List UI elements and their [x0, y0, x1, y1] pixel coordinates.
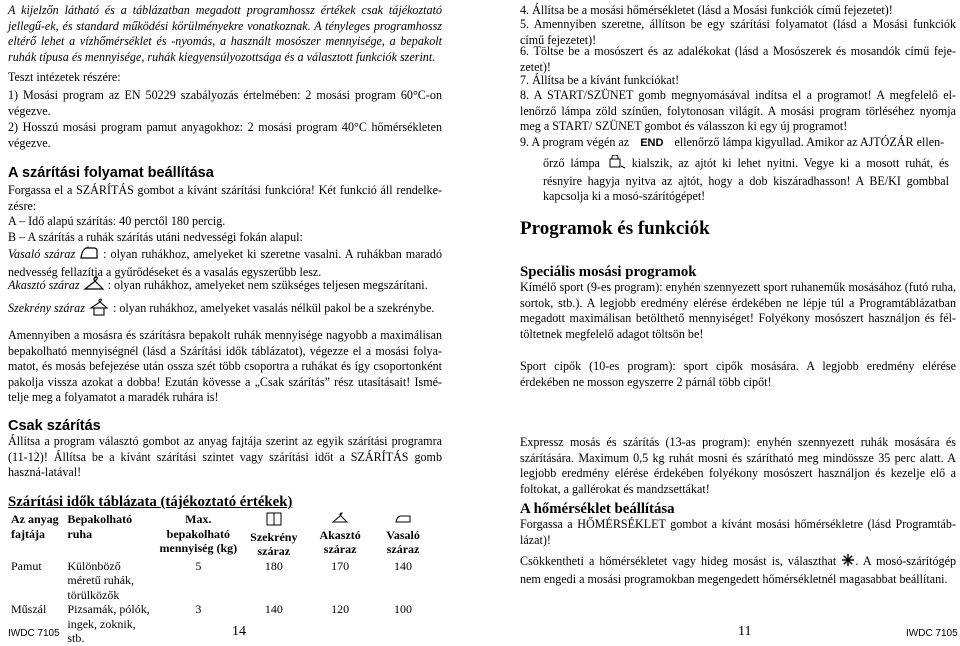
step-7: 7. Állítsa be a kívánt funkciókat! — [520, 73, 680, 87]
right-footer: IWDC 7105 — [906, 628, 958, 639]
test-item-2: 2) Hosszú mosási program pamut anyagokhoz: 2 mosási program 40°C hőmérsékleten végezve. — [8, 120, 442, 150]
hanger-dry-icon — [83, 276, 105, 297]
vasalo-text: : olyan ruhákhoz, amelyeket ki szeretne vasalni. A ruhákban maradó nedvesség fellazítja a gyűrődéseket és a vasalás egyszerűbb lesz. — [8, 247, 442, 279]
table-cell: 170 — [331, 558, 350, 573]
step-9 — [520, 135, 956, 152]
step-9-text: ellenőrző lámpa kigyullad. Amikor az AJTÓZÁR ellen- — [674, 135, 945, 149]
table-header-cell — [241, 512, 308, 559]
test-item-1: 1) Mosási program az EN 50229 szabályozás értelmében: 2 mosási program 60°C-on végezve. — [8, 88, 442, 118]
drying-intro: Forgassa el a SZÁRÍTÁS gombot a kívánt szárítási funkcióra! Két funkció áll rendelke-zésre: — [8, 183, 442, 213]
table-header-row — [8, 512, 433, 559]
table-header-cell: Bepakolható ruha — [67, 512, 133, 541]
table-cell: 3 — [195, 602, 202, 616]
left-page-number: 14 — [232, 624, 246, 639]
load-amount-paragraph: Amennyiben a mosásra és szárításra bepakolt ruhák mennyisége nagyobb a maximálisan bepakolható mennyiségnél (lásd a Szárítási idők táblázatot), végezze el a mosási folya-matot, és mosás befejezése után ossza szét több csoportra a ruhákat és így csoportonként pakolja vissza azokat a dobba! Ezután kövesse a „Csak szárítás” rész utasításait! Ismé-telje meg a folyamatot a maradék ruhára is! — [8, 328, 442, 405]
table-header-label: Akasztó száraz — [319, 527, 361, 556]
drying-only-heading: Csak szárítás — [8, 418, 101, 434]
table-header-label: Szekrény száraz — [250, 529, 298, 558]
drying-heading: A szárítási folyamat beállítása — [8, 165, 214, 181]
vasalo-label: Vasaló száraz — [8, 247, 76, 262]
step-9-rest: kialszik, az ajtót ki lehet nyitni. Vegye ki a mosott ruhát, és résnyire hagyja nyitva az ajtót, hogy a dob kiszáradhasson! A BE/KI gombbal kapcsolja ki a mosó-szárítógépet! — [543, 156, 950, 204]
step-4: 4. Állítsa be a mosási hőmérsékletet (lásd a Mosási funkciók című fejezetet)! — [520, 3, 893, 17]
step-8: 8. A START/SZÜNET gomb megnyomásával indítsa el a programot! A megfelelő el-lenőrző lámpa zöld színűen, folytonosan világít. A mosási program törléséhez nyomja meg a START/ SZÜNET gombot és válasszon ki egy új programot! — [520, 88, 956, 134]
table-header-cell — [373, 512, 433, 559]
drying-option-a: A – Idő alapú szárítás: 40 perctől 180 percig. — [8, 214, 226, 228]
temp-cold-rest: . A mosó-szárítógép nem engedi a mosási programokban megengedett hőmérsékletnél magasabbat beállítani. — [520, 554, 956, 586]
akaszto-text: : olyan ruhákhoz, amelyeket nem szükséges teljesen megszárítani. — [107, 278, 428, 293]
step-9-lamp: őrző lámpa — [543, 156, 600, 171]
temperature-heading: A hőmérséklet beállítása — [520, 501, 675, 517]
step-5: 5. Amennyiben szeretne, állítson be egy szárítási folyamatot (lásd a Mosási funkciók című fejezetet)! — [520, 17, 956, 47]
table-header-cell — [307, 512, 373, 559]
left-footer: IWDC 7105 — [8, 628, 60, 639]
intro-paragraph: A kijelzőn látható és a táblázatban megadott programhossz értékek csak tájékoztató jellegű-ek, és standard működési körülményekre vonatkoznak. A tényleges programhossz eltérő lehet a vízhőmérséklet és -nyomás, a használt mosószer mennyisége, a bepakolt ruhák típusa és mennyisége, ruhák kiegyensúlyozottsága és a választott funkciók szerint. — [8, 3, 442, 64]
table-cell: Pamut — [11, 558, 42, 573]
table-row — [8, 602, 433, 646]
table-row — [8, 559, 433, 603]
programs-heading: Programok és funkciók — [520, 218, 710, 239]
drying-option-b: B – A szárítás a ruhák szárítás utáni nedvességi fokán alapul: — [8, 230, 303, 244]
szekreny-text: : olyan ruhákhoz, amelyeket vasalás nélkül pakol be a szekrénybe. — [112, 301, 435, 316]
right-page-number: 11 — [738, 624, 752, 639]
iron-dry-icon — [79, 246, 99, 265]
wardrobe-dry-icon — [88, 298, 110, 321]
drying-only-paragraph: Állítsa a program választó gombot az anyag fajtája szerint az egyik szárítási programra (11-12)! Állítsa be a kívánt szárítási szintet vagy szárítási időt a SZÁRÍTÁS gomb haszná-latával! — [8, 434, 442, 480]
hanger-column-icon — [332, 512, 348, 524]
wardrobe-column-icon — [266, 512, 282, 526]
table-cell: 140 — [394, 558, 413, 573]
akaszto-row — [8, 276, 442, 297]
step-6: 6. Töltse be a mosószert és az adalékokat (lásd a Mosószerek és mosandók című feje-zetet)! — [520, 44, 956, 74]
special-programs-heading: Speciális mosási programok — [520, 264, 697, 280]
table-cell: 5 — [195, 558, 202, 573]
temperature-cold-paragraph — [520, 553, 956, 587]
table-header-label: Vasaló száraz — [386, 527, 420, 556]
table-cell: 120 — [331, 602, 350, 616]
table-cell: 140 — [264, 602, 283, 616]
akaszto-label: Akasztó száraz — [8, 278, 80, 293]
table-cell: 180 — [264, 558, 283, 573]
table-cell: 100 — [394, 602, 413, 616]
table-header-cell: Az anyag fajtája — [11, 512, 59, 541]
step-9-start: 9. A program végén az — [520, 135, 630, 149]
szekreny-label: Szekrény száraz — [8, 301, 85, 316]
table-cell: Műszál — [11, 602, 47, 616]
snowflake-icon — [841, 553, 855, 572]
door-lock-icon — [606, 155, 626, 174]
temperature-paragraph: Forgassa a HŐMÉRSÉKLET gombot a kívánt mosási hőmérsékletre (lásd Programtáb-lázat)! — [520, 517, 956, 547]
expressz-paragraph: Expressz mosás és szárítás (13-as program): enyhén szennyezett ruhák mosására és szárítására. Maximum 0,5 kg ruhát mosni és szárítható meg mindössze 35 perc alatt. A legjobb eredmény elérése érdekében folyékony mosószert használjon és kezelje elő a foltokat, a gallérokat és mandzsettákat! — [520, 435, 956, 496]
test-title: Teszt intézetek részére: — [8, 70, 121, 84]
drying-time-table — [8, 512, 433, 646]
iron-column-icon — [395, 512, 411, 524]
drying-table-title: Szárítási idők táblázata (tájékoztató értékek) — [8, 494, 293, 510]
table-cell: Pizsamák, pólók, ingek, zoknik, stb. — [67, 602, 150, 645]
table-header-cell: Max. bepakolható mennyiség (kg) — [159, 512, 238, 555]
szekreny-row — [8, 298, 442, 321]
table-cell: Különböző méretű ruhák, törülközők — [67, 558, 135, 602]
step-9-cont — [543, 155, 949, 205]
end-icon: END — [640, 137, 664, 149]
temp-cold-start: Csökkentheti a hőmérsékletet vagy hideg mosást is, választhat — [520, 554, 837, 569]
kimelo-sport-paragraph: Kímélő sport (9-es program): enyhén szennyezett sport ruhaneműk mosásához (futó ruha, sortok, stb.). A legjobb eredmény elérése érdekében ne lépje túl a Programtáblázatban megadott maximálisan betölthető mennyiséget! Folyékony mosószert használjon és fél-töltetnek megfelelő adagot töltsön be! — [520, 280, 956, 341]
sport-cipok-paragraph: Sport cipők (10-es program): sport cipők mosására. A legjobb eredmény elérése érdekében ne mosson egyszerre 2 párnál több cipőt! — [520, 359, 956, 389]
